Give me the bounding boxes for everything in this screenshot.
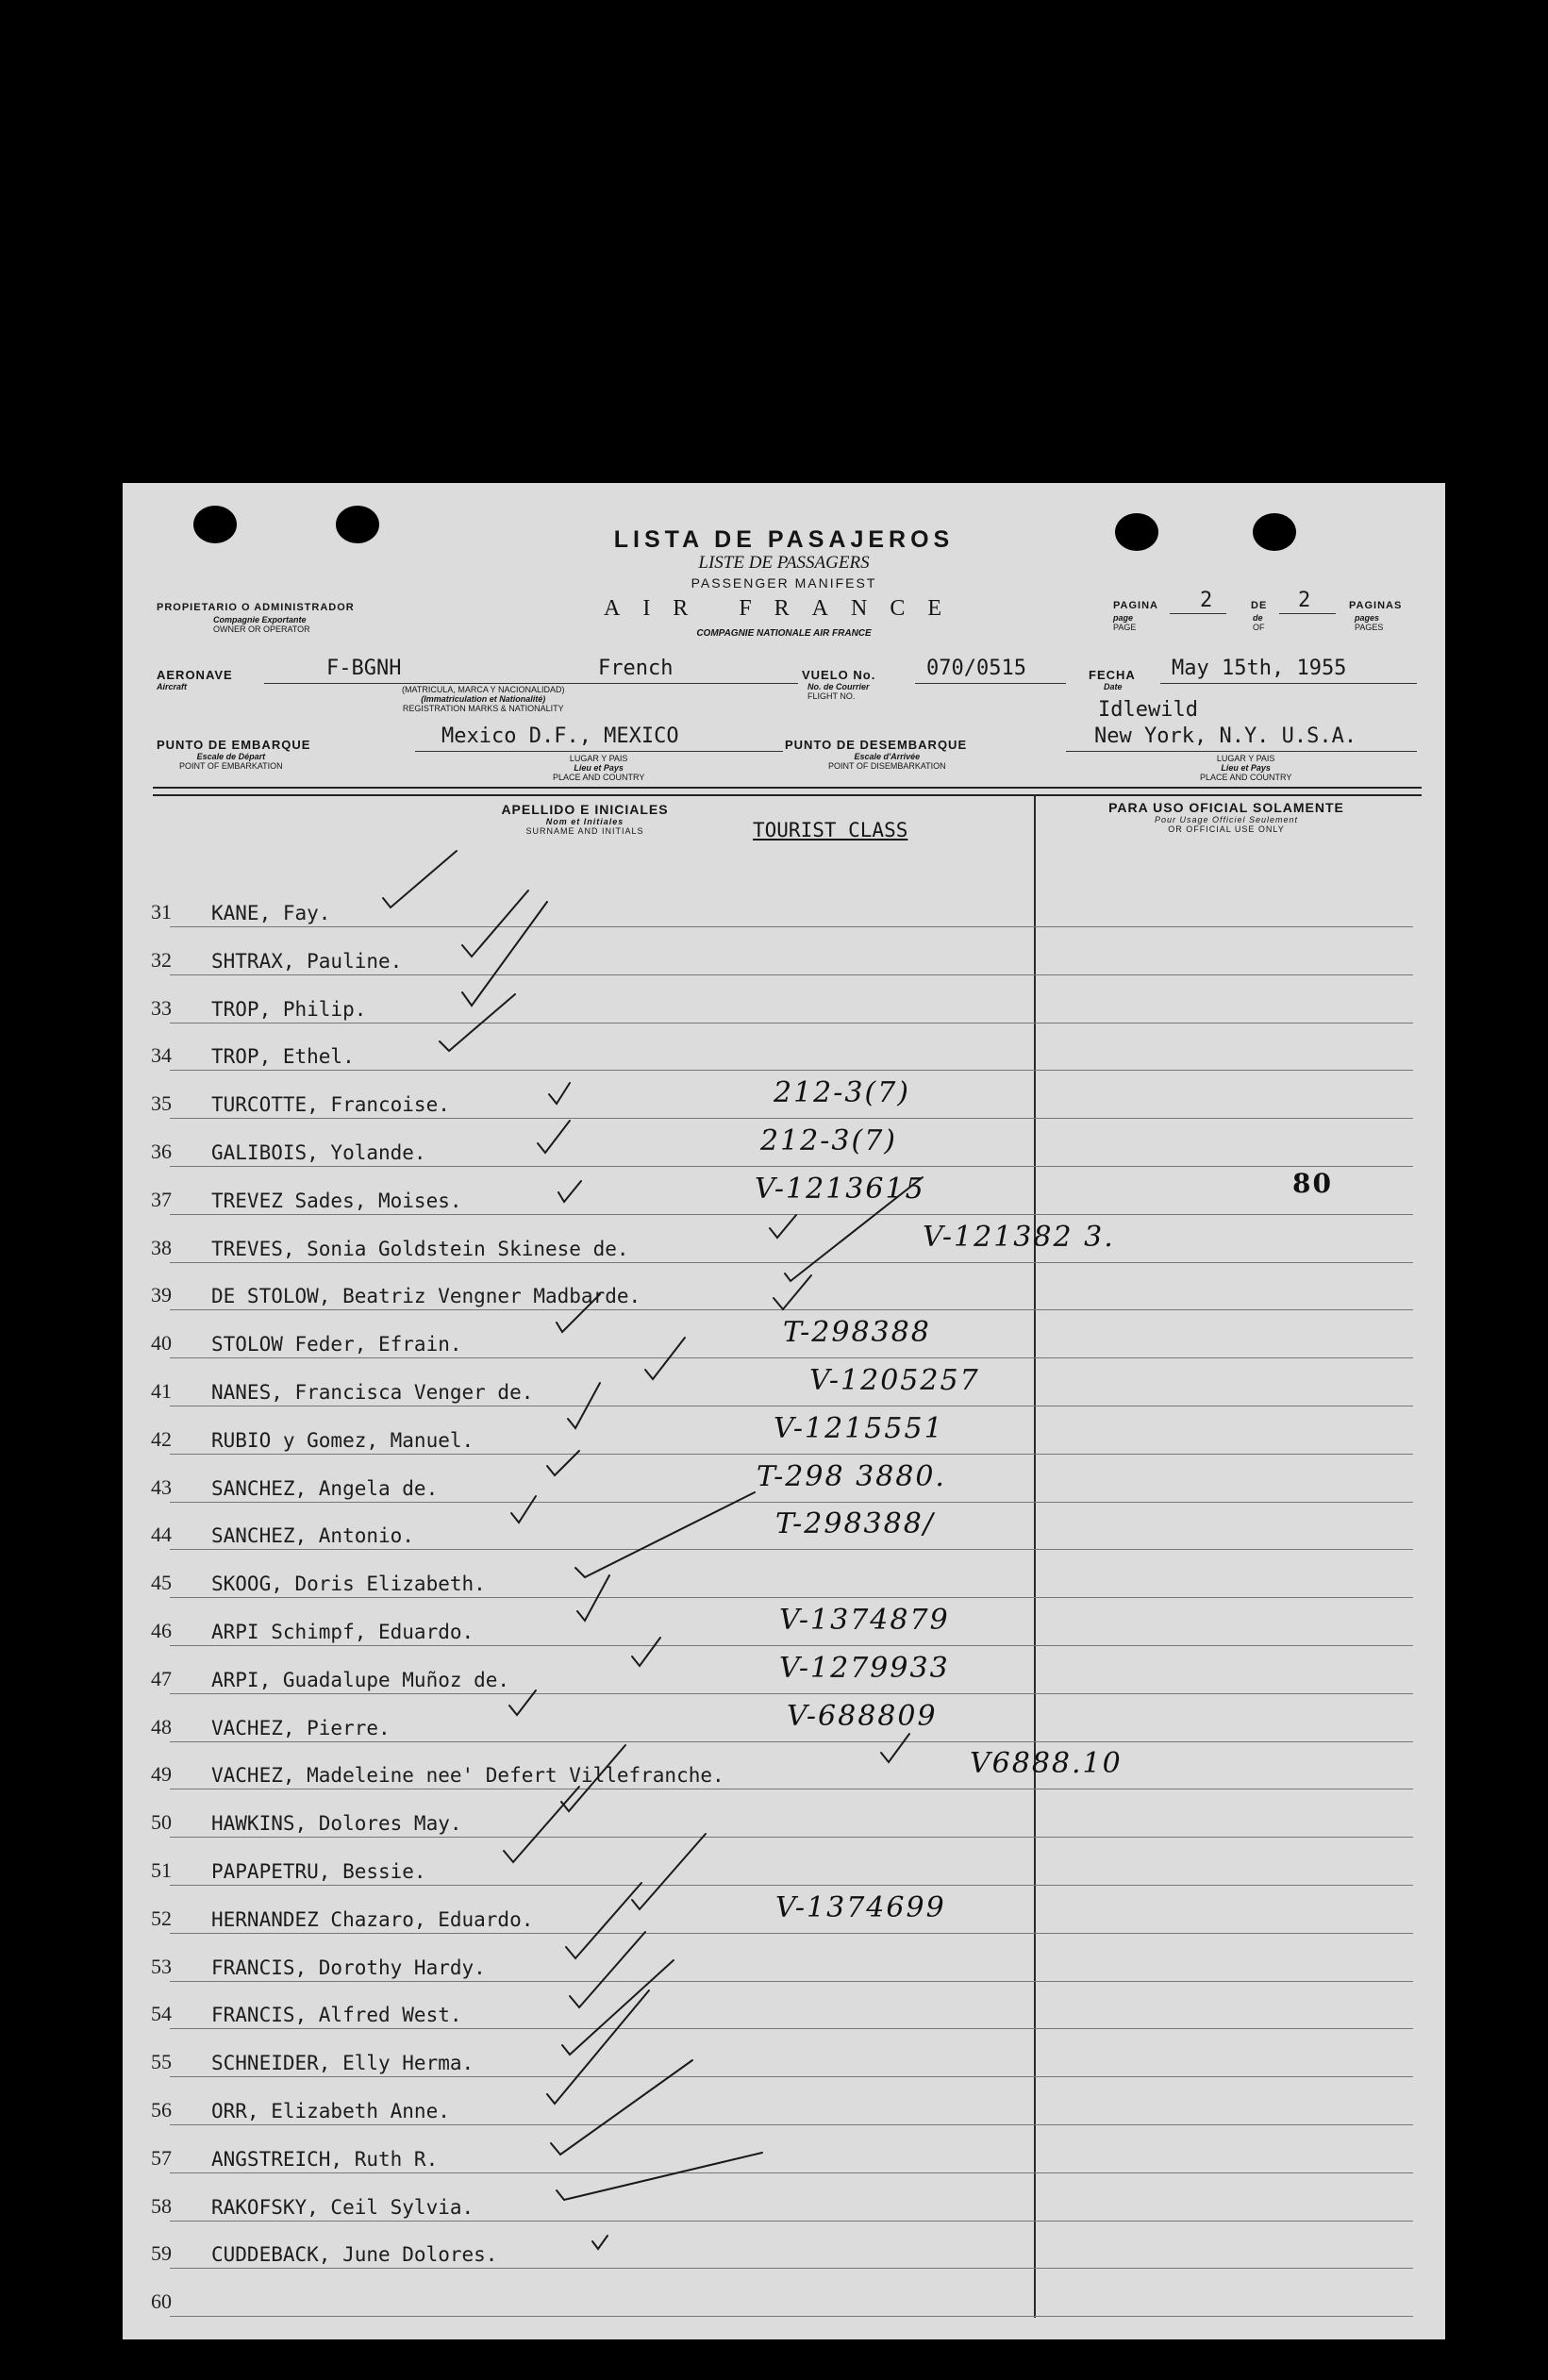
row-number: 40 xyxy=(151,1331,172,1356)
passenger-name: FRANCIS, Alfred West. xyxy=(211,2004,462,2027)
check-mark xyxy=(509,1690,536,1715)
flight-subtitle: No. de Courrier FLIGHT NO. xyxy=(807,682,870,701)
passenger-name: NANES, Francisca Venger de. xyxy=(211,1381,534,1404)
row-number: 58 xyxy=(151,2193,172,2218)
row-number: 38 xyxy=(151,1235,172,1259)
row-number: 55 xyxy=(151,2050,172,2074)
flight-date: May 15th, 1955 xyxy=(1172,657,1347,680)
title-english: PASSENGER MANIFEST xyxy=(691,575,877,591)
passenger-name: CUDDEBACK, June Dolores. xyxy=(211,2243,498,2267)
row-number: 49 xyxy=(151,1762,172,1787)
passenger-name: FRANCIS, Dorothy Hardy. xyxy=(211,1956,486,1979)
check-mark xyxy=(383,851,457,907)
row-number: 34 xyxy=(151,1043,172,1068)
check-mark xyxy=(566,1883,641,1958)
passenger-name: RAKOFSKY, Ceil Sylvia. xyxy=(211,2195,474,2219)
passenger-name: PAPAPETRU, Bessie. xyxy=(211,1860,426,1883)
passenger-name: VACHEZ, Pierre. xyxy=(211,1716,391,1739)
check-marks xyxy=(123,483,1445,2339)
pages-label: PAGINAS xyxy=(1349,600,1403,611)
check-mark xyxy=(504,1787,579,1862)
embarkation-label: PUNTO DE EMBARQUE xyxy=(157,738,311,752)
row-number: 33 xyxy=(151,995,172,1020)
owner-label: PROPIETARIO O ADMINISTRADOR xyxy=(157,602,355,613)
passenger-name: HAWKINS, Dolores May. xyxy=(211,1812,462,1836)
page-number: 2 xyxy=(1200,589,1213,612)
passenger-name: ARPI Schimpf, Eduardo. xyxy=(211,1621,474,1643)
date-label: FECHA xyxy=(1089,668,1136,682)
check-mark xyxy=(632,1834,706,1909)
pages-subtitle: pages PAGES xyxy=(1355,613,1384,632)
row-number: 60 xyxy=(151,2289,172,2314)
official-column-header: PARA USO OFICIAL SOLAMENTE Pour Usage Officiel Seulement OR OFFICIAL USE ONLY xyxy=(1108,800,1344,834)
of-label: DE xyxy=(1251,600,1268,611)
passenger-name: TURCOTTE, Francoise. xyxy=(211,1093,450,1117)
check-mark xyxy=(592,2236,608,2249)
passenger-name: SANCHEZ, Angela de. xyxy=(211,1476,439,1500)
embarkation-place-subtitle: LUGAR Y PAIS Lieu et Pays PLACE AND COUNTRY xyxy=(553,754,645,782)
check-mark xyxy=(785,1177,923,1281)
row-number: 59 xyxy=(151,2241,172,2266)
aircraft-subtitle: Aircraft xyxy=(157,682,188,691)
passport-number-handwritten: V-1213615 xyxy=(755,1172,925,1206)
check-mark xyxy=(577,1575,609,1621)
passport-number-handwritten: V-688809 xyxy=(787,1699,938,1733)
disembarkation-airport: Idlewild xyxy=(1098,698,1198,722)
check-mark xyxy=(557,1294,600,1332)
disembarkation-place-subtitle: LUGAR Y PAIS Lieu et Pays PLACE AND COUNTRY xyxy=(1200,754,1292,782)
passenger-name: SANCHEZ, Antonio. xyxy=(211,1524,414,1548)
row-number: 57 xyxy=(151,2145,172,2170)
passenger-name: TROP, Philip. xyxy=(211,997,367,1021)
names-column-header: APELLIDO E INICIALES Nom et Initiales SURNAME AND INITIALS xyxy=(501,802,669,836)
row-number: 43 xyxy=(151,1474,172,1499)
passport-number-handwritten: 212-3(7) xyxy=(774,1076,910,1110)
row-number: 31 xyxy=(151,900,172,924)
row-number: 35 xyxy=(151,1091,172,1116)
passenger-name: ANGSTREICH, Ruth R. xyxy=(211,2147,439,2171)
row-number: 56 xyxy=(151,2098,172,2122)
check-mark xyxy=(561,1745,625,1811)
embarkation-place: Mexico D.F., MEXICO xyxy=(441,724,679,748)
disembarkation-subtitle: Escale d'Arrivée POINT OF DISEMBARKATION xyxy=(828,752,946,771)
check-mark xyxy=(575,1492,755,1577)
of-subtitle: de OF xyxy=(1253,613,1265,632)
check-mark xyxy=(632,1638,660,1666)
row-number: 51 xyxy=(151,1858,172,1882)
aircraft-registration: F-BGNH xyxy=(326,657,402,680)
row-number: 42 xyxy=(151,1426,172,1451)
row-number: 32 xyxy=(151,947,172,972)
row-number: 44 xyxy=(151,1523,172,1547)
check-mark xyxy=(538,1121,570,1153)
check-mark xyxy=(558,1181,581,1202)
check-mark xyxy=(549,1083,570,1104)
title-spanish: LISTA DE PASAJEROS xyxy=(613,526,955,553)
disembarkation-place: New York, N.Y. U.S.A. xyxy=(1094,724,1357,748)
passenger-name: TROP, Ethel. xyxy=(211,1045,355,1069)
row-number: 46 xyxy=(151,1619,172,1642)
check-mark xyxy=(440,994,515,1051)
passenger-name: ARPI, Guadalupe Muñoz de. xyxy=(211,1668,510,1691)
passport-number-handwritten: V-1215551 xyxy=(774,1411,944,1445)
flight-number: 070/0515 xyxy=(926,657,1026,680)
check-mark xyxy=(511,1496,536,1523)
check-mark xyxy=(547,1990,649,2104)
passenger-name: RUBIO y Gomez, Manuel. xyxy=(211,1428,474,1452)
check-mark xyxy=(557,2153,762,2200)
row-number: 48 xyxy=(151,1714,172,1739)
row-number: 53 xyxy=(151,1954,172,1978)
owner-subtitle: Compagnie Exportante OWNER OR OPERATOR xyxy=(213,615,310,634)
registration-subtitle: (MATRICULA, MARCA Y NACIONALIDAD) (Immatriculation et Nationalité) REGISTRATION MARKS & NATIONALITY xyxy=(402,685,565,713)
passport-number-handwritten: T-298388/ xyxy=(775,1507,935,1541)
passenger-name: HERNANDEZ Chazaro, Eduardo. xyxy=(211,1907,534,1931)
title-french: LISTE DE PASSAGERS xyxy=(698,553,870,573)
official-note: 80 xyxy=(1292,1168,1333,1199)
check-mark xyxy=(551,2060,692,2155)
passenger-name: GALIBOIS, Yolande. xyxy=(211,1141,426,1164)
row-number: 47 xyxy=(151,1666,172,1690)
check-mark xyxy=(645,1338,685,1379)
passport-number-handwritten: V-121382 3. xyxy=(923,1220,1115,1254)
check-mark xyxy=(547,1451,579,1475)
aircraft-label: AERONAVE xyxy=(157,668,233,682)
passenger-name: ORR, Elizabeth Anne. xyxy=(211,2100,450,2122)
passport-number-handwritten: V-1279933 xyxy=(779,1651,950,1685)
page-label: PAGINA xyxy=(1113,600,1158,611)
passenger-name: SCHNEIDER, Elly Herma. xyxy=(211,2052,474,2075)
aircraft-nationality: French xyxy=(598,657,674,680)
row-number: 36 xyxy=(151,1140,172,1163)
check-mark xyxy=(462,890,528,957)
date-subtitle: Date xyxy=(1104,682,1123,691)
passport-number-handwritten: V-1205257 xyxy=(809,1364,980,1397)
flight-label: VUELO No. xyxy=(802,668,876,682)
passport-number-handwritten: V-1374699 xyxy=(775,1890,946,1924)
row-number: 45 xyxy=(151,1571,172,1595)
passenger-name: DE STOLOW, Beatriz Vengner Madbarde. xyxy=(211,1285,641,1308)
passport-number-handwritten: T-298 3880. xyxy=(757,1459,946,1493)
row-number: 39 xyxy=(151,1283,172,1307)
passenger-name: KANE, Fay. xyxy=(211,902,331,924)
row-number: 41 xyxy=(151,1379,172,1403)
embarkation-subtitle: Escale de Départ POINT OF EMBARKATION xyxy=(179,752,283,771)
passenger-name: TREVEZ Sades, Moises. xyxy=(211,1189,462,1212)
manifest-page xyxy=(123,483,1445,2339)
airline-subtitle: COMPAGNIE NATIONALE AIR FRANCE xyxy=(696,628,872,639)
passenger-name: SHTRAX, Pauline. xyxy=(211,949,403,973)
airline-name: AIR FRANCE xyxy=(603,596,965,621)
row-number: 52 xyxy=(151,1906,172,1930)
total-pages: 2 xyxy=(1298,589,1311,612)
passenger-name: VACHEZ, Madeleine nee' Defert Villefranche. xyxy=(211,1764,724,1788)
row-number: 50 xyxy=(151,1810,172,1835)
passenger-name: TREVES, Sonia Goldstein Skinese de. xyxy=(211,1237,629,1260)
passenger-name: SKOOG, Doris Elizabeth. xyxy=(211,1573,486,1596)
check-mark xyxy=(568,1383,600,1428)
passport-number-handwritten: V6888.10 xyxy=(970,1747,1123,1781)
passport-number-handwritten: 212-3(7) xyxy=(760,1124,897,1157)
check-mark xyxy=(770,1215,796,1238)
passport-number-handwritten: V-1374879 xyxy=(779,1604,950,1637)
passport-number-handwritten: T-298388 xyxy=(783,1316,931,1350)
row-number: 54 xyxy=(151,2002,172,2026)
page-subtitle: page PAGE xyxy=(1113,613,1137,632)
class-label: TOURIST CLASS xyxy=(753,819,908,841)
disembarkation-label: PUNTO DE DESEMBARQUE xyxy=(785,738,968,752)
row-number: 37 xyxy=(151,1187,172,1211)
check-mark xyxy=(881,1734,909,1762)
passenger-name: STOLOW Feder, Efrain. xyxy=(211,1333,462,1356)
